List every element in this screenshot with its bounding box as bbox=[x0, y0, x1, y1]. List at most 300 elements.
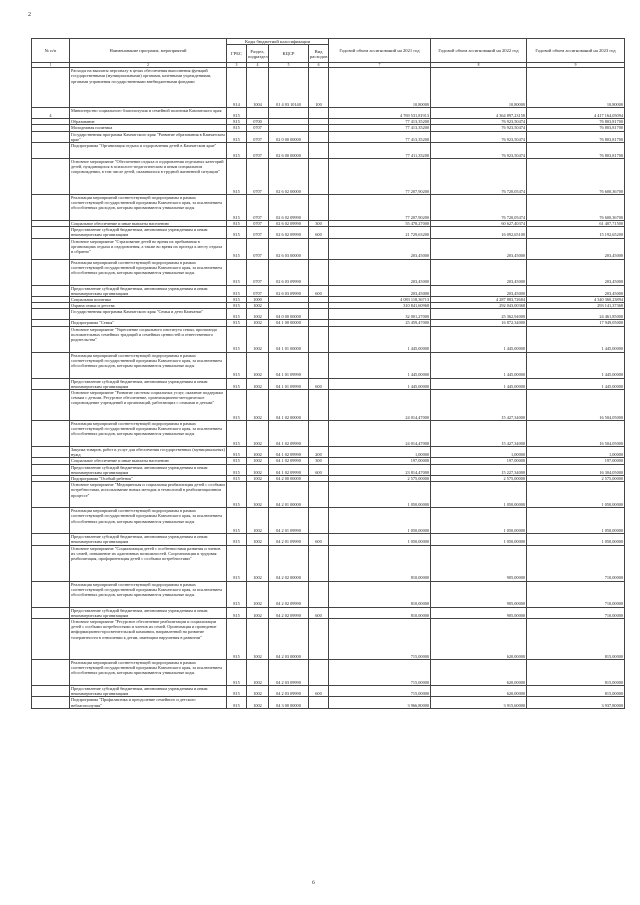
row-number bbox=[32, 697, 70, 708]
header-vr: Вид расходов bbox=[309, 45, 329, 63]
row-name: Предоставление субсидий бюджетным, автономным учреждениям и иным некоммерческим организациям bbox=[70, 607, 227, 618]
row-section: 0707 bbox=[247, 227, 269, 238]
row-value-2021: 77 207,90200 bbox=[329, 195, 431, 221]
row-name: Реализация мероприятий соответствующей подпрограммы в рамках соответствующей государственной программы Камчатского края, за исключением обособленных расходов, которым присваиваются уникальные коды bbox=[70, 195, 227, 221]
row-value-2023: 710,00000 bbox=[527, 607, 625, 618]
row-name: Образование bbox=[70, 119, 227, 125]
row-section: 1004 bbox=[247, 68, 269, 108]
row-kcsr: 04 1 01 00000 bbox=[269, 326, 309, 352]
row-value-2023: 4 417 164,05094 bbox=[527, 108, 625, 119]
row-grbs: 815 bbox=[227, 378, 247, 389]
row-value-2021: 1,00000 bbox=[329, 447, 431, 458]
row-section: 1002 bbox=[247, 320, 269, 326]
row-expense-type: 600 bbox=[309, 534, 329, 545]
table-row bbox=[32, 534, 625, 545]
row-expense-type bbox=[309, 421, 329, 447]
col-number: 2 bbox=[70, 63, 227, 68]
table-row bbox=[32, 421, 625, 447]
row-value-2021: 203,45000 bbox=[329, 259, 431, 285]
row-value-2021: 4 769 531,81913 bbox=[329, 108, 431, 119]
row-kcsr: 04 3 00 00000 bbox=[269, 697, 309, 708]
row-value-2023: 4 340 360,23894 bbox=[527, 297, 625, 303]
row-expense-type bbox=[309, 238, 329, 259]
row-section: 0707 bbox=[247, 285, 269, 296]
row-number bbox=[32, 227, 70, 238]
table-row bbox=[32, 686, 625, 697]
row-value-2023: 17 949,05000 bbox=[527, 320, 625, 326]
table-row bbox=[32, 143, 625, 159]
row-value-2023: 3 937,80000 bbox=[527, 697, 625, 708]
row-grbs: 815 bbox=[227, 119, 247, 125]
row-value-2022: 620,00000 bbox=[431, 619, 527, 660]
table-row bbox=[32, 697, 625, 708]
row-value-2021: 310 841,60968 bbox=[329, 303, 431, 309]
row-section: 0707 bbox=[247, 195, 269, 221]
row-value-2022: 1 445,00000 bbox=[431, 378, 527, 389]
row-value-2021: 77 207,90200 bbox=[329, 159, 431, 195]
row-value-2022: 76 923,50474 bbox=[431, 119, 527, 125]
row-value-2022: 2 575,00000 bbox=[431, 476, 527, 482]
row-section: 1002 bbox=[247, 458, 269, 464]
row-value-2022: 15 227,34000 bbox=[431, 464, 527, 475]
row-expense-type bbox=[309, 508, 329, 534]
row-value-2022: 10,80000 bbox=[431, 68, 527, 108]
row-name: Реализация мероприятий соответствующей подпрограммы в рамках соответствующей государственной программы Камчатского края, за исключением обособленных расходов, которым присваиваются уникальные коды bbox=[70, 581, 227, 607]
table-row bbox=[32, 159, 625, 195]
row-value-2021: 4 083 118,36713 bbox=[329, 297, 431, 303]
row-expense-type bbox=[309, 581, 329, 607]
row-number bbox=[32, 447, 70, 458]
table-row bbox=[32, 482, 625, 508]
table-row bbox=[32, 607, 625, 618]
row-value-2023: 1 050,00000 bbox=[527, 508, 625, 534]
row-expense-type bbox=[309, 390, 329, 421]
row-section: 1002 bbox=[247, 464, 269, 475]
row-kcsr: 02 6 03 09990 bbox=[269, 285, 309, 296]
row-section: 1002 bbox=[247, 534, 269, 545]
row-value-2023: 15 192,65200 bbox=[527, 227, 625, 238]
row-value-2023: 815,00000 bbox=[527, 660, 625, 686]
row-expense-type: 300 bbox=[309, 221, 329, 227]
row-value-2023: 1 445,00000 bbox=[527, 326, 625, 352]
row-number bbox=[32, 482, 70, 508]
row-value-2021: 32 001,27000 bbox=[329, 309, 431, 320]
row-section: 1002 bbox=[247, 390, 269, 421]
row-number bbox=[32, 68, 70, 108]
row-grbs: 814 bbox=[227, 68, 247, 108]
row-number bbox=[32, 607, 70, 618]
row-name: Расходы на выплаты персоналу в целях обеспечения выполнения функций государственными (муниципальными) органами, казенными учреждениями, органами управления государственными внебюджетными фондами bbox=[70, 68, 227, 108]
row-value-2023: 203,45000 bbox=[527, 238, 625, 259]
row-kcsr: 04 1 02 09990 bbox=[269, 458, 309, 464]
row-expense-type bbox=[309, 619, 329, 660]
row-value-2021: 2 575,00000 bbox=[329, 476, 431, 482]
row-value-2022: 4 287 883,72684 bbox=[431, 297, 527, 303]
row-expense-type: 600 bbox=[309, 464, 329, 475]
table-row bbox=[32, 285, 625, 296]
row-value-2021: 197,00000 bbox=[329, 458, 431, 464]
row-value-2022: 76 720,05474 bbox=[431, 195, 527, 221]
row-value-2023: 16 504,05000 bbox=[527, 390, 625, 421]
row-name: Реализация мероприятий соответствующей подпрограммы в рамках соответствующей государственной программы Камчатского края, за исключением обособленных расходов, которым присваиваются уникальные коды bbox=[70, 259, 227, 285]
row-number bbox=[32, 159, 70, 195]
row-grbs: 815 bbox=[227, 303, 247, 309]
row-number bbox=[32, 143, 70, 159]
row-kcsr: 04 1 02 09990 bbox=[269, 447, 309, 458]
table-row bbox=[32, 581, 625, 607]
row-name: Предоставление субсидий бюджетным, автономным учреждениям и иным некоммерческим организациям bbox=[70, 227, 227, 238]
row-value-2023: 2 575,00000 bbox=[527, 476, 625, 482]
row-name: Государственная программа Камчатского края "Развитие образования в Камчатском крае" bbox=[71, 131, 225, 142]
table-row bbox=[32, 131, 625, 142]
row-value-2021: 25 459,47000 bbox=[329, 320, 431, 326]
row-grbs: 815 bbox=[227, 221, 247, 227]
row-section: 0707 bbox=[247, 131, 269, 142]
row-value-2022: 25 362,94000 bbox=[431, 309, 527, 320]
row-value-2021: 21 729,63200 bbox=[329, 227, 431, 238]
header-2022: Годовой объем ассигнований на 2022 год bbox=[431, 39, 527, 63]
row-value-2023: 1 050,00000 bbox=[527, 534, 625, 545]
row-grbs: 815 bbox=[227, 482, 247, 508]
row-value-2023: 16 504,05000 bbox=[527, 421, 625, 447]
row-section: 1002 bbox=[247, 447, 269, 458]
row-value-2021: 203,45000 bbox=[329, 285, 431, 296]
row-grbs: 815 bbox=[227, 545, 247, 581]
table-row bbox=[32, 238, 625, 259]
row-expense-type bbox=[309, 326, 329, 352]
row-value-2022: 905,00000 bbox=[431, 581, 527, 607]
table-row bbox=[32, 68, 625, 108]
row-expense-type: 600 bbox=[309, 285, 329, 296]
row-grbs: 815 bbox=[227, 195, 247, 221]
row-section: 1002 bbox=[247, 581, 269, 607]
row-value-2021: 77 411,35200 bbox=[329, 143, 431, 159]
row-section: 0707 bbox=[247, 238, 269, 259]
row-name: Предоставление субсидий бюджетным, автономным учреждениям и иным некоммерческим организациям bbox=[70, 534, 227, 545]
row-expense-type bbox=[309, 660, 329, 686]
row-number bbox=[32, 508, 70, 534]
row-section: 1002 bbox=[247, 619, 269, 660]
row-grbs: 815 bbox=[227, 352, 247, 378]
row-name: Министерство социального благополучия и семейной политики Камчатского края bbox=[70, 108, 227, 119]
row-value-2022: 1 445,00000 bbox=[431, 352, 527, 378]
row-grbs: 815 bbox=[227, 227, 247, 238]
col-number: 8 bbox=[431, 63, 527, 68]
table-row bbox=[32, 660, 625, 686]
row-value-2021: 203,45000 bbox=[329, 238, 431, 259]
row-expense-type bbox=[309, 131, 329, 142]
row-kcsr bbox=[269, 108, 309, 119]
row-kcsr: 01 4 03 10140 bbox=[269, 68, 309, 108]
row-expense-type: 600 bbox=[309, 227, 329, 238]
row-value-2022: 3 915,60000 bbox=[431, 697, 527, 708]
row-value-2022: 16 092,65100 bbox=[431, 227, 527, 238]
row-value-2022: 76 923,50474 bbox=[431, 131, 527, 142]
row-number bbox=[32, 686, 70, 697]
row-grbs: 815 bbox=[227, 421, 247, 447]
row-expense-type bbox=[309, 108, 329, 119]
row-grbs: 815 bbox=[227, 508, 247, 534]
row-name: Социальное обеспечение и иные выплаты населению bbox=[70, 221, 227, 227]
row-section: 1002 bbox=[247, 352, 269, 378]
row-value-2022: 15 427,34000 bbox=[431, 421, 527, 447]
row-name: Реализация мероприятий соответствующей подпрограммы в рамках соответствующей государственной программы Камчатского края, за исключением обособленных расходов, которым присваиваются уникальные коды bbox=[70, 508, 227, 534]
row-value-2022: 905,00000 bbox=[431, 545, 527, 581]
row-grbs: 815 bbox=[227, 447, 247, 458]
row-grbs: 815 bbox=[227, 238, 247, 259]
table-row bbox=[32, 378, 625, 389]
table-row bbox=[32, 326, 625, 352]
row-expense-type bbox=[309, 482, 329, 508]
row-name: Основное мероприятие "Медицинская и социальная реабилитация детей с особыми потребностями, использование новых методик и технологий в реабилитационном процессе" bbox=[70, 482, 227, 508]
row-section: 1002 bbox=[247, 378, 269, 389]
row-value-2022: 1 050,00000 bbox=[431, 534, 527, 545]
row-grbs: 815 bbox=[227, 390, 247, 421]
table-row bbox=[32, 227, 625, 238]
row-section: 0700 bbox=[247, 119, 269, 125]
row-kcsr: 04 2 02 09990 bbox=[269, 607, 309, 618]
row-value-2022: 292 043,00368 bbox=[431, 303, 527, 309]
row-value-2022: 1 050,00000 bbox=[431, 482, 527, 508]
row-section: 1002 bbox=[247, 545, 269, 581]
row-section: 1002 bbox=[247, 482, 269, 508]
row-grbs: 815 bbox=[227, 259, 247, 285]
row-value-2023: 1,00000 bbox=[527, 447, 625, 458]
row-number bbox=[32, 421, 70, 447]
row-value-2021: 77 413,35200 bbox=[329, 131, 431, 142]
row-value-2023: 1 445,00000 bbox=[527, 378, 625, 389]
row-number bbox=[32, 545, 70, 581]
table-row bbox=[32, 508, 625, 534]
row-value-2023: 24 461,85000 bbox=[527, 309, 625, 320]
row-number bbox=[32, 619, 70, 660]
row-number bbox=[32, 378, 70, 389]
row-value-2021: 77 413,35200 bbox=[329, 125, 431, 131]
row-kcsr: 02 6 02 09990 bbox=[269, 195, 309, 221]
row-grbs: 815 bbox=[227, 285, 247, 296]
row-number bbox=[32, 660, 70, 686]
row-kcsr: 04 1 00 00000 bbox=[269, 320, 309, 326]
col-number: 5 bbox=[269, 63, 309, 68]
header-kcsr: КЦСР bbox=[269, 45, 309, 63]
row-section: 0707 bbox=[247, 259, 269, 285]
table-row bbox=[32, 447, 625, 458]
row-grbs: 815 bbox=[227, 660, 247, 686]
row-section: 0707 bbox=[247, 159, 269, 195]
row-name: Основное мероприятие "Развитие системы социальных услуг, оказание поддержки семьям с детьми. Ресурсное обеспечение, организационно-методическое сопровождение учреждений и организаций, работающих с семьями и детьми" bbox=[70, 390, 227, 421]
col-number: 4 bbox=[247, 63, 269, 68]
row-value-2023: 197,00000 bbox=[527, 458, 625, 464]
row-kcsr: 02 0 00 00000 bbox=[269, 131, 309, 142]
row-value-2021: 1 050,00000 bbox=[329, 482, 431, 508]
row-grbs: 815 bbox=[227, 108, 247, 119]
row-value-2021: 1 445,00000 bbox=[329, 352, 431, 378]
row-name: Подпрограмма "Организация отдыха и оздоровления детей в Камчатском крае" bbox=[70, 143, 227, 159]
row-expense-type bbox=[309, 143, 329, 159]
row-value-2021: 23 814,47000 bbox=[329, 464, 431, 475]
row-value-2021: 715,00000 bbox=[329, 619, 431, 660]
margin-marker: 2 bbox=[28, 12, 31, 18]
row-kcsr: 02 6 02 09990 bbox=[269, 221, 309, 227]
row-value-2023: 815,00000 bbox=[527, 619, 625, 660]
row-number bbox=[32, 309, 70, 320]
row-section: 1002 bbox=[247, 303, 269, 309]
page-number: 6 bbox=[312, 880, 315, 886]
row-name: Предоставление субсидий бюджетным, автономным учреждениям и иным некоммерческим организациям bbox=[70, 285, 227, 296]
row-value-2023: 815,00000 bbox=[527, 686, 625, 697]
row-number bbox=[32, 352, 70, 378]
row-grbs: 815 bbox=[227, 143, 247, 159]
col-number: 1 bbox=[32, 63, 70, 68]
row-value-2022: 16 872,34000 bbox=[431, 320, 527, 326]
row-number: 4 bbox=[32, 108, 70, 119]
row-kcsr: 04 1 01 09990 bbox=[269, 352, 309, 378]
table-row bbox=[32, 619, 625, 660]
row-value-2023: 1 050,00000 bbox=[527, 482, 625, 508]
row-expense-type: 600 bbox=[309, 607, 329, 618]
row-expense-type: 200 bbox=[309, 447, 329, 458]
header-name: Наименование программ, мероприятий bbox=[70, 39, 227, 63]
row-name: Предоставление субсидий бюджетным, автономным учреждениям и иным некоммерческим организациям bbox=[70, 464, 227, 475]
row-expense-type bbox=[309, 352, 329, 378]
row-kcsr: 04 1 02 09990 bbox=[269, 421, 309, 447]
row-value-2021: 3 966,80000 bbox=[329, 697, 431, 708]
row-value-2023: 10,80000 bbox=[527, 68, 625, 108]
row-value-2022: 203,45000 bbox=[431, 238, 527, 259]
header-2021: Годовой объем ассигнований на 2021 год bbox=[329, 39, 431, 63]
col-number: 3 bbox=[227, 63, 247, 68]
row-section bbox=[247, 108, 269, 119]
row-value-2023: 76 600,36700 bbox=[527, 195, 625, 221]
row-value-2023: 203,45000 bbox=[527, 285, 625, 296]
row-name: Закупка товаров, работ и услуг для обеспечения государственных (муниципальных) нужд bbox=[71, 447, 225, 458]
row-value-2021: 715,00000 bbox=[329, 660, 431, 686]
row-kcsr: 02 6 02 09990 bbox=[269, 227, 309, 238]
table-row bbox=[32, 108, 625, 119]
row-grbs: 815 bbox=[227, 309, 247, 320]
row-section: 0707 bbox=[247, 143, 269, 159]
row-value-2021: 1 445,00000 bbox=[329, 378, 431, 389]
row-value-2022: 620,00000 bbox=[431, 660, 527, 686]
row-section: 1002 bbox=[247, 508, 269, 534]
row-value-2023: 76 600,36700 bbox=[527, 159, 625, 195]
row-grbs: 815 bbox=[227, 458, 247, 464]
row-grbs: 815 bbox=[227, 131, 247, 142]
row-expense-type bbox=[309, 159, 329, 195]
row-value-2023: 76 803,81700 bbox=[527, 143, 625, 159]
table-row bbox=[32, 259, 625, 285]
row-expense-type bbox=[309, 195, 329, 221]
header-grbs: ГРБС bbox=[227, 45, 247, 63]
row-section: 1000 bbox=[247, 297, 269, 303]
row-value-2021: 55 478,27000 bbox=[329, 221, 431, 227]
row-grbs: 815 bbox=[227, 125, 247, 131]
row-name: Основное мероприятие "Обеспечение отдыха и оздоровления отдельных категорий детей, нуждающихся в психолого-педагогическом и иным специальном сопровождении, в том числе детей, оказавшихся в трудной жизненной ситуации" bbox=[70, 159, 227, 195]
row-value-2021: 715,00000 bbox=[329, 686, 431, 697]
row-grbs: 815 bbox=[227, 581, 247, 607]
row-value-2021: 810,00000 bbox=[329, 607, 431, 618]
row-kcsr: 02 6 02 00000 bbox=[269, 159, 309, 195]
row-name: Подпрограмма "Профилактика и преодоление семейного и детского неблагополучия" bbox=[70, 697, 227, 708]
col-number: 9 bbox=[527, 63, 625, 68]
row-kcsr: 04 2 01 00000 bbox=[269, 482, 309, 508]
row-value-2022: 1,00000 bbox=[431, 447, 527, 458]
header-codes-group: Коды бюджетной классификации bbox=[227, 39, 329, 45]
row-name: Молодежная политика bbox=[70, 125, 227, 131]
row-section: 0707 bbox=[247, 221, 269, 227]
row-kcsr: 04 2 00 00000 bbox=[269, 476, 309, 482]
col-number: 6 bbox=[309, 63, 329, 68]
row-value-2022: 76 720,05474 bbox=[431, 159, 527, 195]
row-value-2023: 710,00000 bbox=[527, 545, 625, 581]
header-number: № п/п bbox=[32, 39, 70, 63]
row-name: Охрана семьи и детства bbox=[70, 303, 227, 309]
row-grbs: 815 bbox=[227, 686, 247, 697]
row-kcsr: 04 2 03 00000 bbox=[269, 619, 309, 660]
row-grbs: 815 bbox=[227, 326, 247, 352]
row-value-2023: 203,45000 bbox=[527, 259, 625, 285]
budget-table bbox=[31, 38, 625, 709]
table-row bbox=[32, 390, 625, 421]
table-row bbox=[32, 309, 625, 320]
row-grbs: 815 bbox=[227, 464, 247, 475]
row-kcsr: 04 1 02 09990 bbox=[269, 464, 309, 475]
row-number bbox=[32, 285, 70, 296]
row-name: Подпрограмма "Особый ребенок" bbox=[70, 476, 227, 482]
row-number bbox=[32, 581, 70, 607]
row-grbs: 815 bbox=[227, 297, 247, 303]
row-value-2022: 905,00000 bbox=[431, 607, 527, 618]
row-value-2022: 76 923,50474 bbox=[431, 143, 527, 159]
row-name: Предоставление субсидий бюджетным, автономным учреждениям и иным некоммерческим организациям bbox=[70, 686, 227, 697]
col-number: 7 bbox=[329, 63, 431, 68]
row-value-2022: 76 923,50474 bbox=[431, 125, 527, 131]
row-value-2023: 293 141,37368 bbox=[527, 303, 625, 309]
row-number bbox=[32, 326, 70, 352]
row-kcsr: 04 0 00 00000 bbox=[269, 309, 309, 320]
row-name: Реализация мероприятий соответствующей подпрограммы в рамках соответствующей государственной программы Камчатского края, за исключением обособленных расходов, которым присваиваются уникальные коды bbox=[70, 352, 227, 378]
row-number bbox=[32, 195, 70, 221]
row-value-2022: 203,45000 bbox=[431, 285, 527, 296]
row-grbs: 815 bbox=[227, 619, 247, 660]
row-value-2022: 1 050,00000 bbox=[431, 508, 527, 534]
row-value-2021: 1 050,00000 bbox=[329, 534, 431, 545]
row-name: Реализация мероприятий соответствующей подпрограммы в рамках соответствующей государственной программы Камчатского края, за исключением обособленных расходов, которым присваиваются уникальные коды bbox=[70, 421, 227, 447]
row-value-2021: 77 413,35200 bbox=[329, 119, 431, 125]
row-value-2022: 1 445,00000 bbox=[431, 326, 527, 352]
row-kcsr: 04 1 02 00000 bbox=[269, 390, 309, 421]
row-section: 1002 bbox=[247, 686, 269, 697]
row-value-2023: 76 803,81700 bbox=[527, 131, 625, 142]
table-body bbox=[32, 68, 625, 709]
row-name: Подпрограмма "Семья" bbox=[70, 320, 227, 326]
row-number bbox=[32, 131, 70, 142]
row-kcsr: 02 6 03 09990 bbox=[269, 259, 309, 285]
row-grbs: 815 bbox=[227, 159, 247, 195]
row-number bbox=[32, 534, 70, 545]
row-value-2022: 620,00000 bbox=[431, 686, 527, 697]
row-expense-type: 100 bbox=[309, 68, 329, 108]
header-rzpr: Раздел, подраздел bbox=[247, 45, 269, 63]
row-expense-type bbox=[309, 259, 329, 285]
row-number bbox=[32, 238, 70, 259]
row-value-2021: 810,00000 bbox=[329, 545, 431, 581]
table-row bbox=[32, 464, 625, 475]
row-kcsr: 04 2 01 09990 bbox=[269, 534, 309, 545]
row-grbs: 815 bbox=[227, 320, 247, 326]
row-value-2022: 203,45000 bbox=[431, 259, 527, 285]
row-number bbox=[32, 390, 70, 421]
